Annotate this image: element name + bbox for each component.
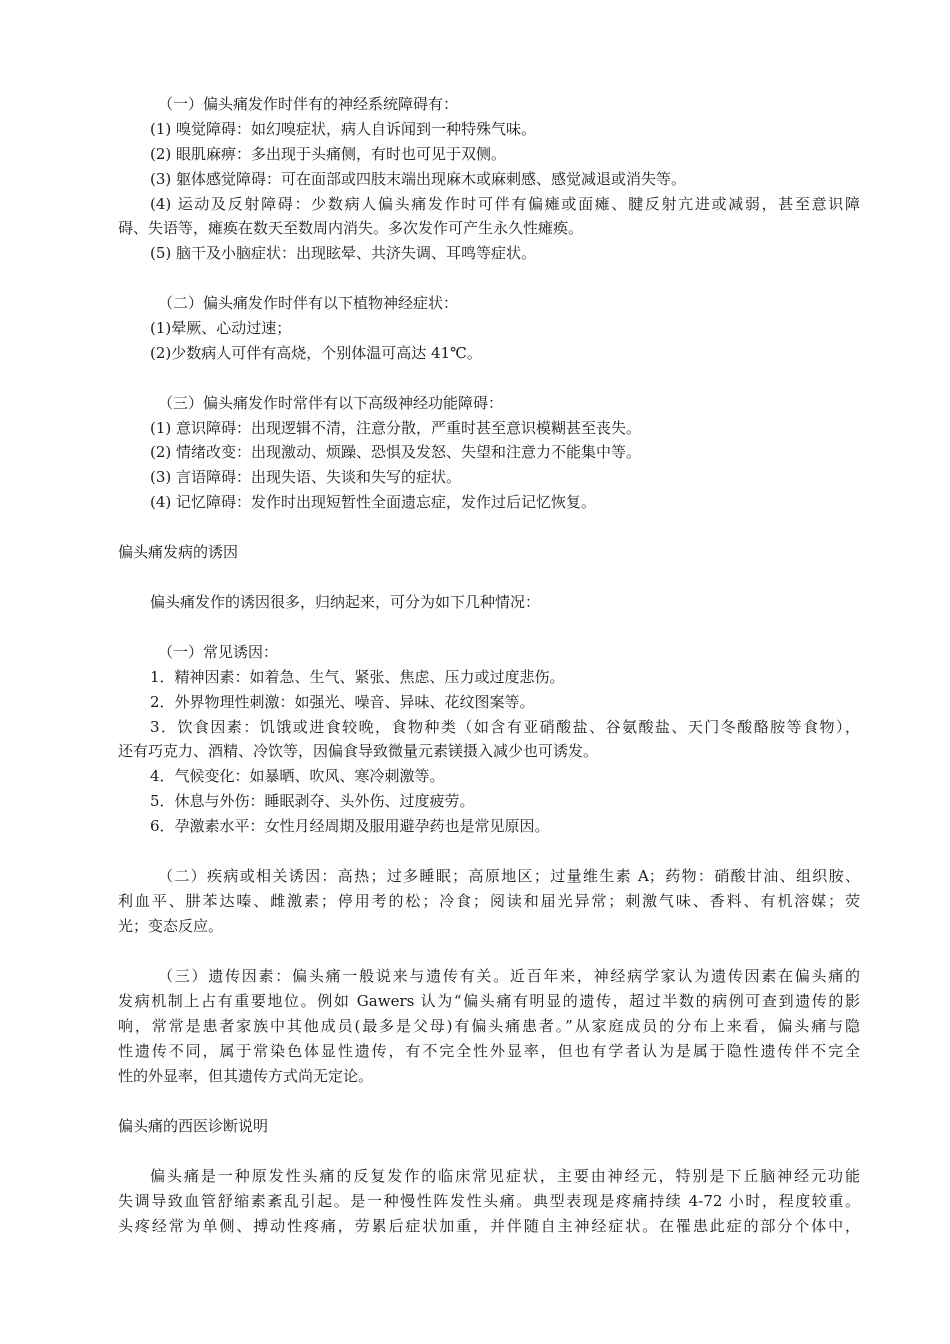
list-item: (5) 脑干及小脑症状：出现眩晕、共济失调、耳鸣等症状。 [150, 244, 537, 262]
list-item: (2) 情绪改变：出现激动、烦躁、恐惧及发怒、失望和注意力不能集中等。 [150, 443, 642, 461]
diagnosis-title: 偏头痛的西医诊断说明 [118, 1117, 269, 1135]
list-item: (1)晕厥、心动过速； [150, 319, 292, 337]
diagnosis-line: 偏头痛是一种原发性头痛的反复发作的临床常见症状，主要由神经元，特别是下丘脑神经元功能 [150, 1167, 860, 1185]
list-item: 3．饮食因素：饥饿或进食较晚，食物种类（如含有亚硝酸盐、谷氨酸盐、天门冬酸酪胺等食物）， [150, 718, 860, 736]
causes-title: 偏头痛发病的诱因 [118, 543, 239, 561]
disease-causes-line: （二）疾病或相关诱因：高热；过多睡眠；高原地区；过量维生素 A；药物：硝酸甘油、组织胺、 [158, 867, 860, 885]
diagnosis-line: 头疼经常为单侧、搏动性疼痛，劳累后症状加重，并伴随自主神经症状。在罹患此症的部分个体中， [118, 1217, 860, 1235]
disease-causes-line: 利血平、肼苯达嗪、雌激素；停用考的松；冷食；阅读和届光异常；刺激气味、香料、有机溶媒；荧 [118, 892, 860, 910]
list-item: (3) 言语障碍：出现失语、失谈和失写的症状。 [150, 468, 462, 486]
list-item: (1) 意识障碍：出现逻辑不清，注意分散，严重时甚至意识模糊甚至丧失。 [150, 419, 642, 437]
list-item-continuation: 还有巧克力、酒精、冷饮等，因偏食导致微量元素镁摄入减少也可诱发。 [118, 742, 599, 760]
causes-intro: 偏头痛发作的诱因很多，归纳起来，可分为如下几种情况： [150, 593, 541, 611]
list-item: 2．外界物理性刺激：如强光、噪音、异味、花纹图案等。 [150, 693, 535, 711]
section1-heading: （一）偏头痛发作时伴有的神经系统障碍有： [158, 95, 459, 113]
list-item-continuation: 碍、失语等，瘫痪在数天至数周内消失。多次发作可产生永久性瘫痪。 [118, 219, 584, 237]
section3-heading: （三）偏头痛发作时常伴有以下高级神经功能障碍： [158, 394, 504, 412]
list-item: 6．孕激素水平：女性月经周期及服用避孕药也是常见原因。 [150, 817, 550, 835]
genetic-causes-line: 性的外显率，但其遗传方式尚无定论。 [118, 1067, 374, 1085]
list-item: 1．精神因素：如着急、生气、紧张、焦虑、压力或过度悲伤。 [150, 668, 565, 686]
genetic-causes-line: （三）遗传因素：偏头痛一般说来与遗传有关。近百年来，神经病学家认为遗传因素在偏头痛的 [158, 967, 860, 985]
common-causes-heading: （一）常见诱因： [158, 643, 279, 661]
list-item: (1) 嗅觉障碍：如幻嗅症状，病人自诉闻到一种特殊气味。 [150, 120, 537, 138]
section2-heading: （二）偏头痛发作时伴有以下植物神经症状： [158, 294, 459, 312]
list-item: 5．休息与外伤：睡眠剥夺、头外伤、过度疲劳。 [150, 792, 475, 810]
diagnosis-line: 失调导致血管舒缩素紊乱引起。是一种慢性阵发性头痛。典型表现是疼痛持续 4-72 小时，程度较重。 [118, 1192, 860, 1210]
list-item: (4) 运动及反射障碍：少数病人偏头痛发作时可伴有偏瘫或面瘫、腱反射亢进或减弱，甚至意识障 [150, 195, 860, 213]
list-item: (2) 眼肌麻痹：多出现于头痛侧，有时也可见于双侧。 [150, 145, 507, 163]
genetic-causes-line: 性遗传不同，属于常染色体显性遗传，有不完全性外显率，但也有学者认为是属于隐性遗传伴不完全 [118, 1042, 860, 1060]
list-item: (3) 躯体感觉障碍：可在面部或四肢末端出现麻木或麻刺感、感觉减退或消失等。 [150, 170, 687, 188]
disease-causes-line: 光；变态反应。 [118, 917, 224, 935]
list-item: (4) 记忆障碍：发作时出现短暂性全面遗忘症，发作过后记忆恢复。 [150, 493, 597, 511]
list-item: 4．气候变化：如暴晒、吹风、寒冷刺激等。 [150, 767, 445, 785]
genetic-causes-line: 响，常常是患者家族中其他成员(最多是父母)有偏头痛患者。”从家庭成员的分布上来看，偏头痛与隐 [118, 1017, 860, 1035]
list-item: (2)少数病人可伴有高烧，个别体温可高达 41℃。 [150, 344, 482, 362]
genetic-causes-line: 发病机制上占有重要地位。例如 Gawers 认为“偏头痛有明显的遗传，超过半数的病例可查到遗传的影 [118, 992, 860, 1010]
